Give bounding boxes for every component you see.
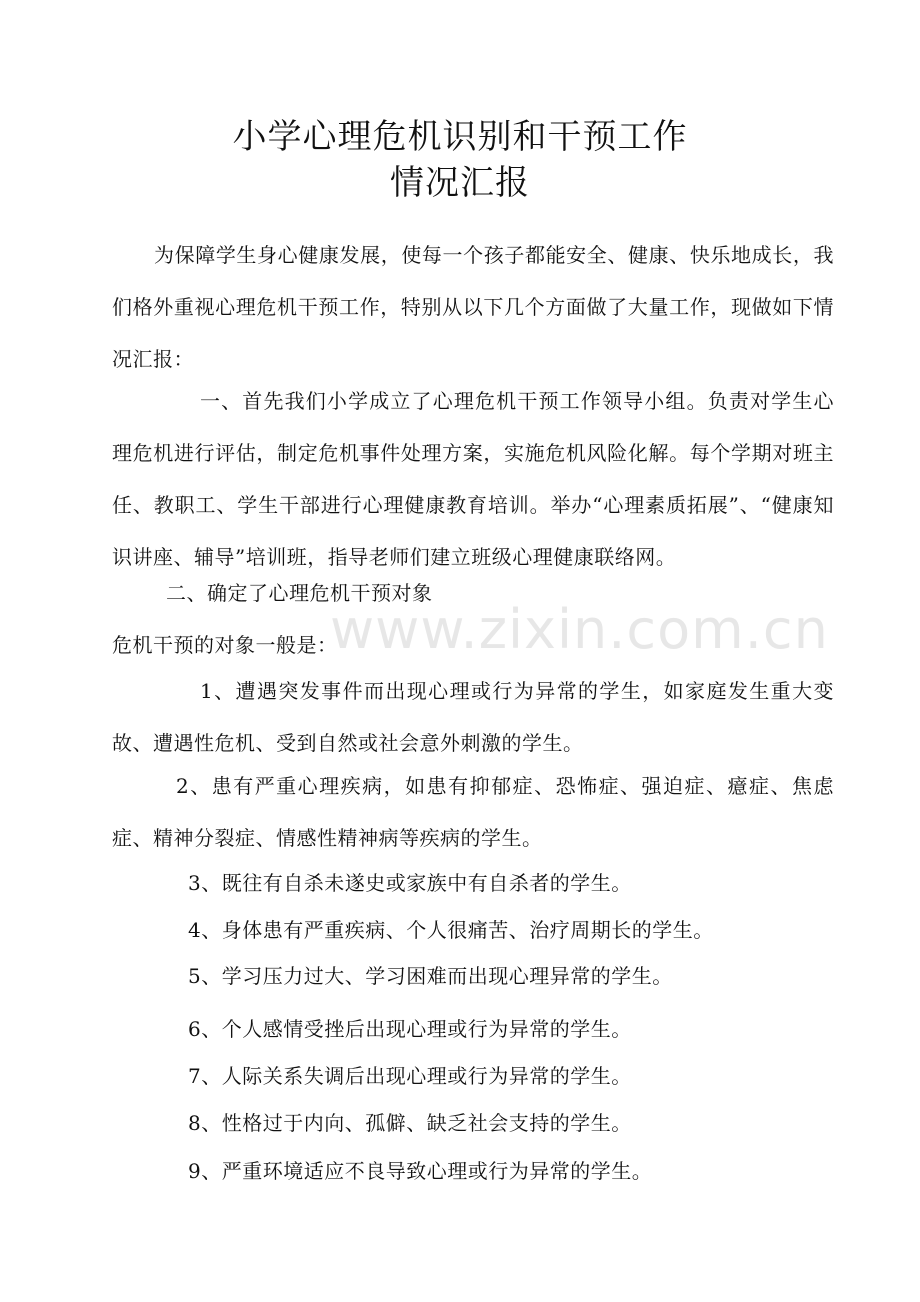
document-subtitle: 情况汇报 [390, 163, 530, 203]
target-item-7: 7、人际关系失调后出现心理或行为异常的学生。 [188, 1064, 632, 1088]
watermark: www.zixin.com.cn [330, 598, 829, 661]
intro-paragraph: 为保障学生身心健康发展，使每一个孩子都能安全、健康、快乐地成长，我们格外重视心理危机干预工作，特别从以下几个方面做了大量工作，现做如下情况汇报： [112, 243, 834, 371]
target-item-3: 3、既往有自杀未遂史或家族中有自杀者的学生。 [188, 871, 632, 895]
document-title: 小学心理危机识别和干预工作 [232, 117, 688, 157]
target-item-4: 4、身体患有严重疾病、个人很痛苦、治疗周期长的学生。 [188, 918, 714, 942]
target-item-8: 8、性格过于内向、孤僻、缺乏社会支持的学生。 [188, 1111, 632, 1135]
targets-intro: 危机干预的对象一般是： [112, 633, 338, 657]
target-item-5: 5、学习压力过大、学习困难而出现心理异常的学生。 [188, 964, 673, 988]
target-item-9: 9、严重环境适应不良导致心理或行为异常的学生。 [188, 1159, 653, 1183]
section-2-heading: 二、确定了心理危机干预对象 [166, 581, 433, 605]
target-item-2: 2、患有严重心理疾病，如患有抑郁症、恐怖症、强迫症、癔症、焦虑症、精神分裂症、情感性精神病等疾病的学生。 [112, 774, 834, 850]
target-item-6: 6、个人感情受挫后出现心理或行为异常的学生。 [188, 1017, 632, 1041]
section-1-paragraph: 一、首先我们小学成立了心理危机干预工作领导小组。负责对学生心理危机进行评估，制定危机事件处理方案，实施危机风险化解。每个学期对班主任、教职工、学生干部进行心理健康教育培训。举办“心理素质拓展”、“健康知识讲座、辅导”培训班，指导老师们建立班级心理健康联络网。 [112, 389, 834, 569]
target-item-1: 1、遭遇突发事件而出现心理或行为异常的学生，如家庭发生重大变故、遭遇性危机、受到自然或社会意外刺激的学生。 [112, 679, 834, 755]
